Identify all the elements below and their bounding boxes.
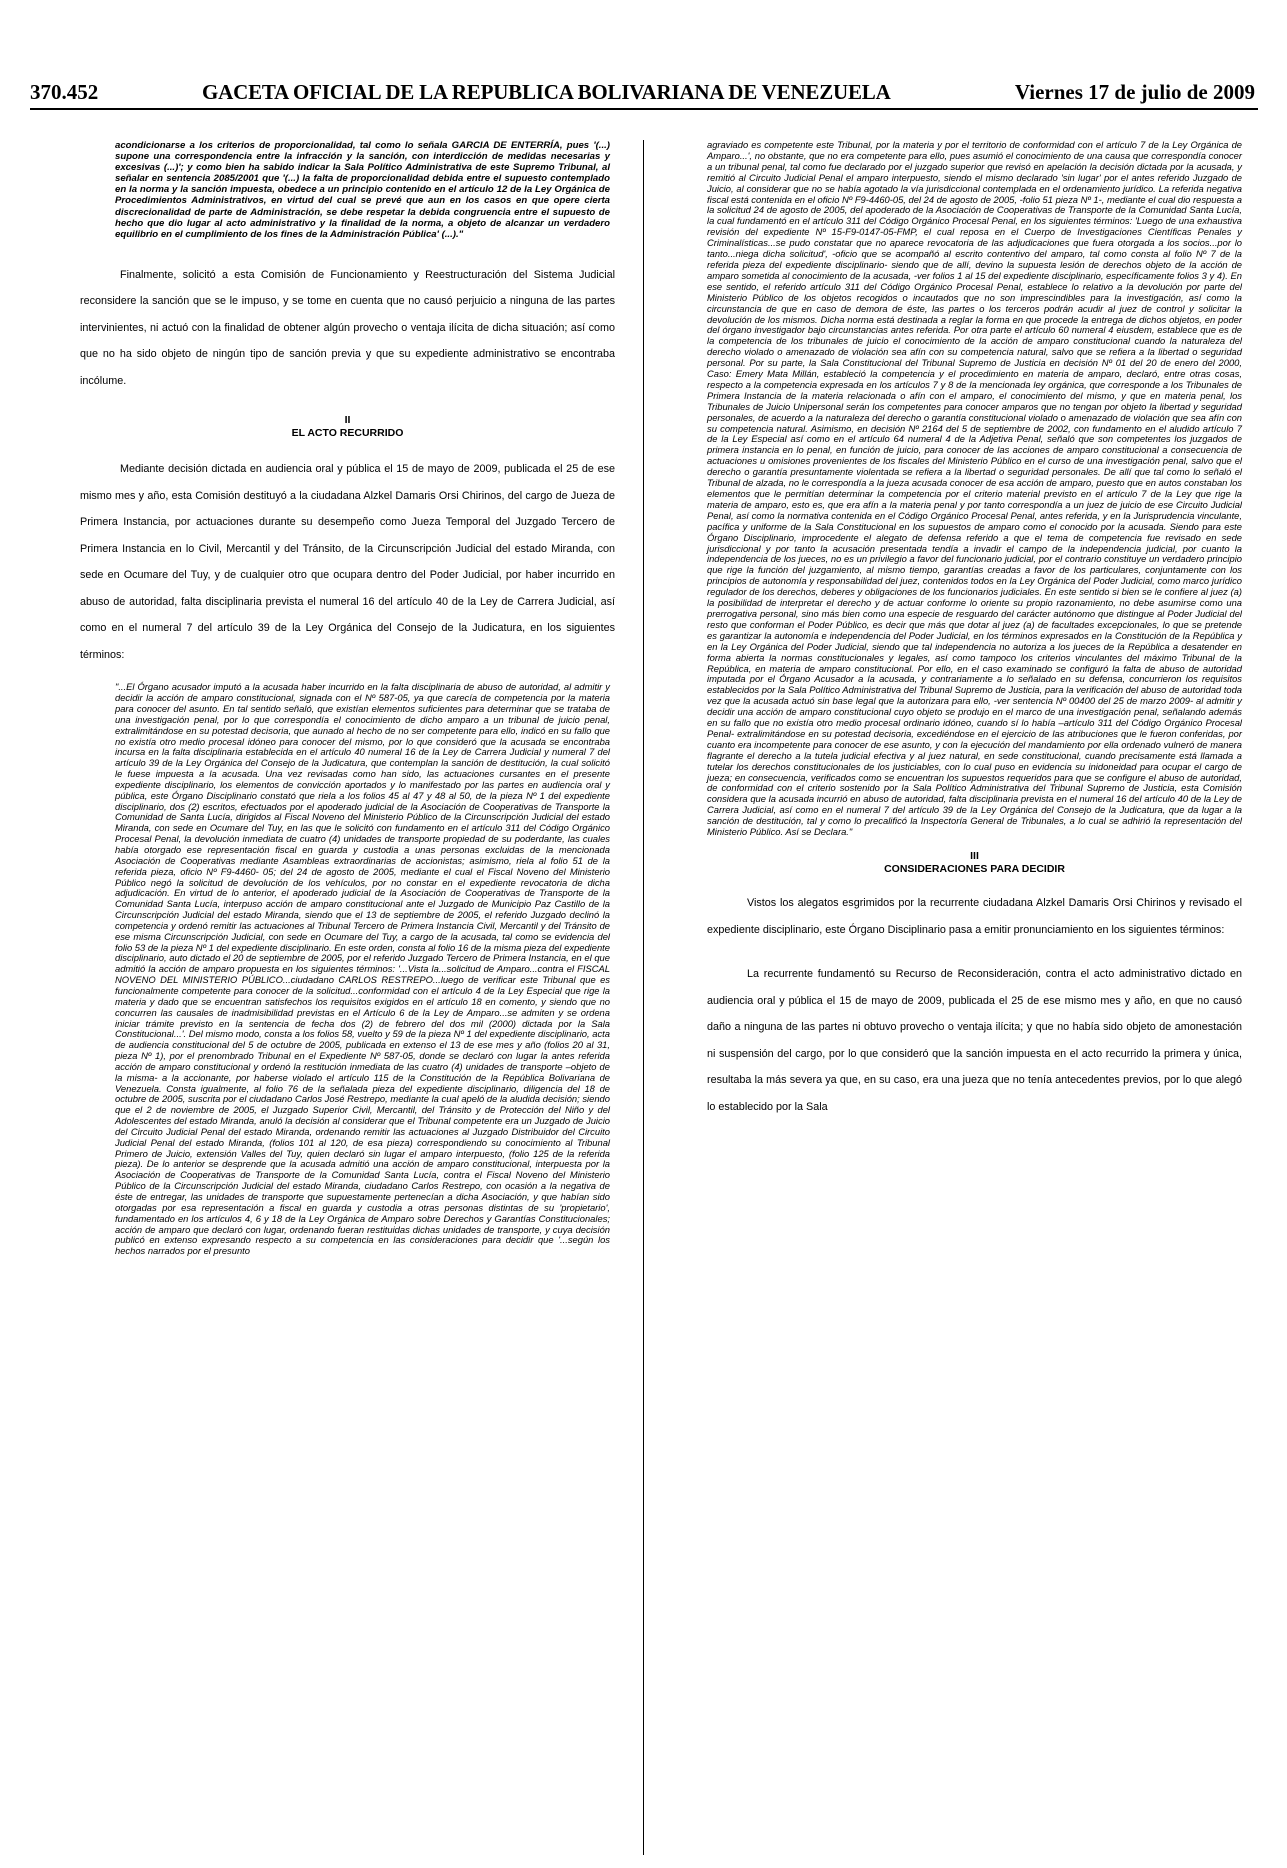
quote-proportionality: acondicionarse a los criterios de proporcionalidad, tal como lo señala GARCIA DE ENTERRÍA, pues '(...) supone una correspondencia entre la infracción y la sanción, con interdicción de medidas necesarias y excesivas (...)'; y como bien ha sabido indicar la Sala Político Administrativa de este Supremo Tribunal, al señalar en sentencia 2085/2001 que '(...) la falta de proporcionalidad debida entre el supuesto contemplado en la norma y la sanción impuesta, obedece a un principio contenido en el artículo 12 de la Ley Orgánica de Procedimientos Administrativos, en virtud del cual se prevé que aun en los casos en que opere cierta discrecionalidad de parte de Administración, se debe respetar la debida congruencia entre el supuesto de hecho que dio lugar al acto administrativo y la finalidad de la norma, a objeto de alcanzar un verdadero equilibrio en el cumplimiento de los fines de la Administración Pública' (...)." xyxy=(115,140,610,240)
paragraph-vistos xyxy=(707,890,1242,943)
page-number: 370.452 xyxy=(30,80,99,104)
section-number-ii: II xyxy=(344,414,351,427)
quote-decision-text: "...El Órgano acusador imputó a la acusada haber incurrido en la falta disciplinaria de abuso de autoridad, al admitir y decidir la acción de amparo constitucional, signada con el Nº 587-05, ya que carecía de competencia por la materia para conocer del asunto. En tal sentido señaló, que existían elementos suficientes para determinar que se trataba de una investigación penal, por lo que correspondía el conocimiento de dicho amparo a un tribunal de juicio penal, extralimitándose en su potestad decisoria, que aunado al hecho de no ser competente para ello, indicó en su fallo que no existía otro medio procesal idóneo para conocer del mismo, por lo que consideró que la acusada se encontraba incursa en la falta disciplinaria establecida en el artículo 40 numeral 16 de la Ley de Carrera Judicial y numeral 7 del artículo 39 de la Ley Orgánica del Consejo de la Judicatura, que contemplan la sanción de destitución, la cual solicitó le fuese impuesta a la acusada. Una vez revisadas como han sido, las actuaciones cursantes en el presente expediente disciplinario, los elementos de convicción aportados y lo manifestado por las partes en audiencia oral y pública, este Órgano Disciplinario constató que riela a los folios 45 al 47 y 48 al 50, de la pieza Nº 1 del expediente disciplinario, dos (2) escritos, efectuados por el apoderado judicial de la Asociación de Cooperativas de Transporte la Comunidad de Santa Lucía, dirigidos al Fiscal Noveno del Ministerio Público de la Circunscripción Judicial del estado Miranda, con sede en Ocumare del Tuy, en las que le solicitó con fundamento en el artículo 311 del Código Orgánico Procesal Penal, la devolución inmediata de cuatro (4) unidades de transporte propiedad de su poderdante, las cuales había otorgado ese representación fiscal en guarda y custodia a unas personas excluidas de la mencionada Asociación de Cooperativas mediante Asambleas extraordinarias de accionistas; asimismo, riela al folio 51 de la referida pieza, oficio Nº F9-4460- 05; del 24 de agosto de 2005, mediante el cual el Fiscal Noveno del Ministerio Público negó la solicitud de devolución de los vehículos, por no constar en el expediente revocatoria de dicha adjudicación. En virtud de lo anterior, el apoderado judicial de la Asociación de Cooperativas de Transporte de la Comunidad Santa Lucía, interpuso acción de amparo constitucional ante el Juzgado de Municipio Paz Castillo de la Circunscripción Judicial del estado Miranda, siendo que el 13 de septiembre de 2005, el referido Juzgado declinó la competencia y ordenó remitir las actuaciones al Tribunal Tercero de Primera Instancia Civil, Mercantil y del Tránsito de ese misma Circunscripción Judicial, con sede en Ocumare del Tuy, a cargo de la acusada, tal como se evidencia del folio 53 de la pieza Nº 1 del expediente disciplinario. En este orden, consta al folio 16 de la misma pieza del expediente disciplinario, auto dictado el 20 de septiembre de 2005, por el referido Juzgado Tercero de Primera Instancia, en el que admitió la acción de amparo propuesta en los siguientes términos: '...Vista la...solicitud de Amparo...contra el FISCAL NOVENO DEL MINISTERIO PÚBLICO...ciudadano CARLOS RESTREPO...luego de verificar este Tribunal que es funcionalmente competente para conocer de la solicitud...conformidad con el artículo 4 de la Ley Especial que rige la materia y dado que se encuentran satisfechos los requisitos exigidos en el artículo 18 en comento, y siendo que no concurren las causales de inadmisibilidad previstas en el Artículo 6 de la Ley de Amparo...se admiten y se ordena iniciar trámite previsto en la sentencia de fecha dos (2) de febrero del dos mil (2000) dictada por la Sala Constitucional...'. Del mismo modo, consta a los folios 58, vuelto y 59 de la pieza Nº 1 del expediente disciplinario, acta de audiencia constitucional del 5 de octubre de 2005, publicada en extenso el 13 de ese mes y año (folios 20 al 31, pieza Nº 1), por el prenombrado Tribunal en el Expediente Nº 587-05, donde se declaró con lugar la antes referida acción de amparo constitucional y ordenó la restitución inmediata de las cuatro (4) unidades de transporte –objeto de la misma- a la accionante, por haberse violado el artículo 115 de la Constitución de la República Bolivariana de Venezuela. Consta igualmente, al folio 76 de la señalada pieza del expediente disciplinario, diligencia del 18 de octubre de 2005, suscrita por el ciudadano Carlos José Restrepo, mediante la cual apeló de la aludida decisión; siendo que el 2 de noviembre de 2005, el Juzgado Superior Civil, Mercantil, del Tránsito y de Protección del Niño y del Adolescentes del estado Miranda, anuló la decisión al considerar que el Tribunal competente era un Juzgado de Juicio del Circuito Judicial Penal del estado Miranda, ordenando remitir las actuaciones al Juzgado Distribuidor del Circuito Judicial Penal del estado Miranda, (folios 101 al 120, de esa pieza) correspondiendo su conocimiento al Tribunal Primero de Juicio, extensión Valles del Tuy, quien declaró sin lugar el amparo interpuesto, (folio 125 de la referida pieza). De lo anterior se desprende que la acusada admitió una acción de amparo constitucional, interpuesta por la Asociación de Cooperativas de Transporte de la Comunidad Santa Lucía, contra el Fiscal Noveno del Ministerio Público de la Circunscripción Judicial del estado Miranda, ciudadano Carlos Restrepo, con ocasión a la negativa de éste de entregar, las unidades de transporte que supuestamente pertenecían a dicha Asociación, y que habían sido otorgadas por esa representación a fiscal en guarda y custodia a otras personas distintas de su 'propietario', fundamentado en los artículos 4, 6 y 18 de la Ley Orgánica de Amparo sobre Derechos y Garantías Constitucionales; acción de amparo que declaró con lugar, ordenando fueran restituidas dichas unidades de transporte, y cuya decisión publicó en extenso expresando respecto a su competencia en las consideraciones para decidir que '...según los hechos narrados por el presunto xyxy=(115,681,610,1257)
section-number-iii: III xyxy=(970,850,979,862)
quote-decision-continued: agraviado es competente este Tribunal, por la materia y por el territorio de conformidad con el artículo 7 de la Ley Orgánica de Amparo...', no obstante, que no era competente para ello, pues asumió el conocimiento de una causa que correspondía conocer a un tribunal penal, tal como fue declarado por el juzgado superior que revisó en apelación la decisión dictada por la acusada, y remitió al Circuito Judicial Penal el amparo interpuesto, siendo el mismo declarado 'sin lugar' por el antes referido Juzgado de Juicio, al considerar que no se había agotado la vía jurisdiccional contemplada en el ordenamiento jurídico. La referida negativa fiscal está contenida en el oficio Nº F9-4460-05, del 24 de agosto de 2005, -folio 51 pieza Nº 1-, mediante el cual dio respuesta a la solicitud 24 de agosto de 2005, del apoderado de la Asociación de Cooperativas de Transporte de la Comunidad Santa Lucía, la cual fundamentó en el artículo 311 del Código Orgánico Procesal Penal, en los siguientes términos: 'Luego de una exhaustiva revisión del expediente Nº 15-F9-0147-05-FMP, el cual reposa en el Cuerpo de Investigaciones Científicas Penales y Criminalísticas...se pudo constatar que no aparece revocatoria de las adjudicaciones que fuera otorgada a los socios...por lo tanto...niega dicha solicitud', -oficio que se acompañó al escrito contentivo del amparo, tal como consta al folio Nº 7 de la referida pieza del expediente disciplinario- siendo que de allí, devino la supuesta lesión de derechos objeto de la acción de amparo sometida al conocimiento de la acusada, -ver folios 1 al 15 del expediente disciplinario, específicamente folios 3 y 4). En ese sentido, el referido artículo 311 del Código Orgánico Procesal Penal, establece lo relativo a la devolución por parte del Ministerio Público de los objetos recogidos o incautados que no son imprescindibles para la investigación, así como la circunstancia de que en caso de demora de éste, las partes o los terceros podrán acudir al juez de control y solicitar la devolución de los mismos. Dicha norma está destinada a reglar la forma en que procede la entrega de dichos objetos, en poder del órgano investigador bajo circunstancias antes referida. Por otra parte el artículo 60 numeral 4 eiusdem, establece que es de la competencia de los tribunales de juicio el conocimiento de la acción de amparo constitucional cuando la naturaleza del derecho violado o amenazado de violación sea afín con su competencia natural, salvo que se refiera a la libertad o seguridad personal. Por su parte, la Sala Constitucional del Tribunal Supremo de Justicia en decisión Nº 01 del 20 de enero del 2000, Caso: Emery Mata Millán, estableció la competencia y el procedimiento en materia de amparo, declaró, entre otras cosas, respecto a la competencia expresada en los artículos 7 y 8 de la mencionada ley orgánica, que corresponde a los Tribunales de Primera Instancia de la materia relacionada o afín con el amparo, el conocimiento del mismo, y que en materia penal, los Tribunales de Juicio Unipersonal serán los competentes para conocer amparos que no tengan por objeto la libertad y seguridad personales, de acuerdo a la naturaleza del derecho o garantía constitucional violado o amenazado de violación que sea afín con su competencia natural. Asimismo, en decisión Nº 2164 del 5 de septiembre de 2002, con fundamento en el aludido artículo 7 de la Ley Especial así como en el artículo 64 numeral 4 de la Adjetiva Penal, señaló que son competentes los juzgados de primera instancia en lo penal, en función de juicio, para conocer de las acciones de amparo constitucional a consecuencia de actuaciones u omisiones provenientes de los fiscales del Ministerio Público en el curso de una investigación penal, salvo que el derecho o garantía presuntamente violentada se refiera a la libertad o seguridad personales. De allí que tal como lo señaló el Tribunal de alzada, no le correspondía a la jueza acusada conocer de esa acción de amparo, puesto que en autos constaban los elementos que le permitían determinar la competencia por el criterio material previsto en el artículo 7 de la Ley que rige la materia de amparo, esto es, que era afín a la materia penal y por tanto correspondía a un juez de juicio de ese Circuito Judicial Penal, así como la normativa contenida en el Código Orgánico Procesal Penal, antes referida, y en la Jurisprudencia vinculante, pacífica y uniforme de la Sala Constitucional en los supuestos de amparo como el conocido por la acusada. Siendo para este Órgano Disciplinario, improcedente el alegato de defensa referido a que el tema de competencia fue revisado en sede jurisdiccional y por tanto la acusación presentada tendía a invadir el campo de la independencia judicial, por cuanto la independencia de los jueces, no es un privilegio a favor del funcionario judicial, por el contrario constituye un verdadero principio que rige la función del juzgamiento, al mismo tiempo, garantías creadas a favor de los particulares, conjuntamente con los principios de autonomía y responsabilidad del juez, contenidos todos en la Ley Orgánica del Poder Judicial, como marco jurídico regulador de los derechos, deberes y obligaciones de los funcionarios judiciales. En este sentido si bien se le confiere al juez (a) la posibilidad de interpretar el derecho y de actuar conforme lo oriente su propio razonamiento, no debe asumirse como una prerrogativa personal, sino más bien como una especie de resguardo del carácter autónomo que distingue al Poder Judicial del resto que conforman el Poder Público, es decir que más que dotar al juez (a) de facultades excepcionales, lo que se pretende es garantizar la autonomía e independencia del Poder Judicial, en los términos expresados en la Constitución de la República y en la Ley Orgánica del Poder Judicial, siendo que tal independencia no autoriza a los jueces de la República a desatender en forma abierta la normas constitucionales y legales, así como tampoco los criterios vinculantes del máximo Tribunal de la República, en materia de amparo constitucional. Por ello, en el caso examinado se configuró la falta de abuso de autoridad imputada por el Órgano Acusador a la acusada, y contrariamente a lo señalado en su defensa, concurrieron los requisitos establecidos por la Sala Político Administrativa del Tribunal Supremo de Justicia, para la verificación del abuso de autoridad toda vez que la acusada actuó sin base legal que la autorizara para ello, -ver sentencia Nº 00400 del 25 de marzo 2009- al admitir y decidir una acción de amparo constitucional cuyo objeto se produjo en el marco de una investigación penal, señalando además en su fallo que no existía otro medio procesal ordinario idóneo, cuando sí lo había –artículo 311 del Código Orgánico Procesal Penal- extralimitándose en su potestad decisoria, excediéndose en el ejercicio de las atribuciones que le fueron conferidas, por cuanto era incompetente para conocer de ese asunto, y con la ejecución del mandamiento por ella ordenado vulneró de manera flagrante el derecho a la tutela judicial efectiva y al juez natural, en sede constitucional, cuando precisamente está llamada a tutelar los derechos constitucionales de los justiciables, con lo cual puso en evidencia su inidoneidad para ocupar el cargo de jueza; en consecuencia, verificados como se encuentran los supuestos requeridos para que se configure el abuso de autoridad, de conformidad con el criterio sostenido por la Sala Político Administrativa del Tribunal Supremo de Justicia, esta Comisión considera que la acusada incurrió en abuso de autoridad, falta disciplinaria prevista en el numeral 16 del artículo 40 de la Ley de Carrera Judicial, así como en el numeral 7 del artículo 39 de la Ley Orgánica del Consejo de la Judicatura, que da lugar a la sanción de destitución, tal y como lo precalificó la Inspectoría General de Tribunales, a lo cual se adhirió la representación del Ministerio Público. Así se Declara." xyxy=(707,139,1242,838)
paragraph-decision xyxy=(80,456,615,668)
section-title-consideraciones: CONSIDERACIONES PARA DECIDIR xyxy=(884,863,1065,875)
paragraph-decision-text: Mediante decisión dictada en audiencia oral y pública el 15 de mayo de 2009, publicada el 25 de ese mismo mes y año, esta Comisión destituyó a la ciudadana Alzkel Damaris Orsi Chirinos, del cargo de Jueza de Primera Instancia, por actuaciones durante su desempeño como Jueza Temporal del Juzgado Tercero de Primera Instancia en lo Civil, Mercantil y del Tránsito, de la Circunscripción Judicial del estado Miranda, con sede en Ocumare del Tuy, y de cualquier otro que ocupara dentro del Poder Judicial, por haber incurrido en abuso de autoridad, falta disciplinaria prevista el numeral 16 del artículo 40 de la Ley de Carrera Judicial, así como en el numeral 7 del artículo 39 de la Ley Orgánica del Consejo de la Judicatura, en los siguientes términos: xyxy=(80,463,615,661)
gazette-title: GACETA OFICIAL DE LA REPUBLICA BOLIVARIANA DE VENEZUELA xyxy=(202,80,891,104)
column-divider xyxy=(643,140,644,1855)
header-rule xyxy=(30,108,1258,110)
right-column xyxy=(707,140,1242,1120)
left-column xyxy=(80,140,615,1257)
paragraph-recurrente-text: La recurrente fundamentó su Recurso de Reconsideración, contra el acto administrativo dictado en audiencia oral y pública el 15 de mayo de 2009, publicada el 25 de ese mismo mes y año, en que no causó daño a ninguna de las partes ni obtuvo provecho o ventaja ilícita; y que no había sido objeto de amonestación ni suspensión del cargo, por lo que consideró que la sanción impuesta en el acto recurrido la primera y única, resultaba la más severa ya que, en su caso, era una jueza que no tenía antecedentes previos, por lo que alegó lo establecido por la Sala xyxy=(707,968,1242,1113)
issue-date: Viernes 17 de julio de 2009 xyxy=(1014,80,1255,104)
gazette-header xyxy=(30,80,1255,106)
paragraph-final-request-text: Finalmente, solicitó a esta Comisión de Funcionamiento y Reestructuración del Sistema Judicial reconsidere la sanción que se le impuso, y se tome en cuenta que no causó perjuicio a ninguna de las partes intervinientes, ni actuó con la finalidad de obtener algún provecho o ventaja ilícita de dicha situación; así como que no ha sido objeto de ningún tipo de sanción previa y que su expediente administrativo se encontraba incólume. xyxy=(80,268,615,387)
paragraph-final-request xyxy=(80,262,615,395)
paragraph-vistos-text: Vistos los alegatos esgrimidos por la recurrente ciudadana Alzkel Damaris Orsi Chirinos y revisado el expediente disciplinario, este Órgano Disciplinario pasa a emitir pronunciamiento en los siguientes términos: xyxy=(707,897,1242,936)
paragraph-recurrente xyxy=(707,961,1242,1120)
section-title-acto-recurrido: EL ACTO RECURRIDO xyxy=(291,427,404,440)
